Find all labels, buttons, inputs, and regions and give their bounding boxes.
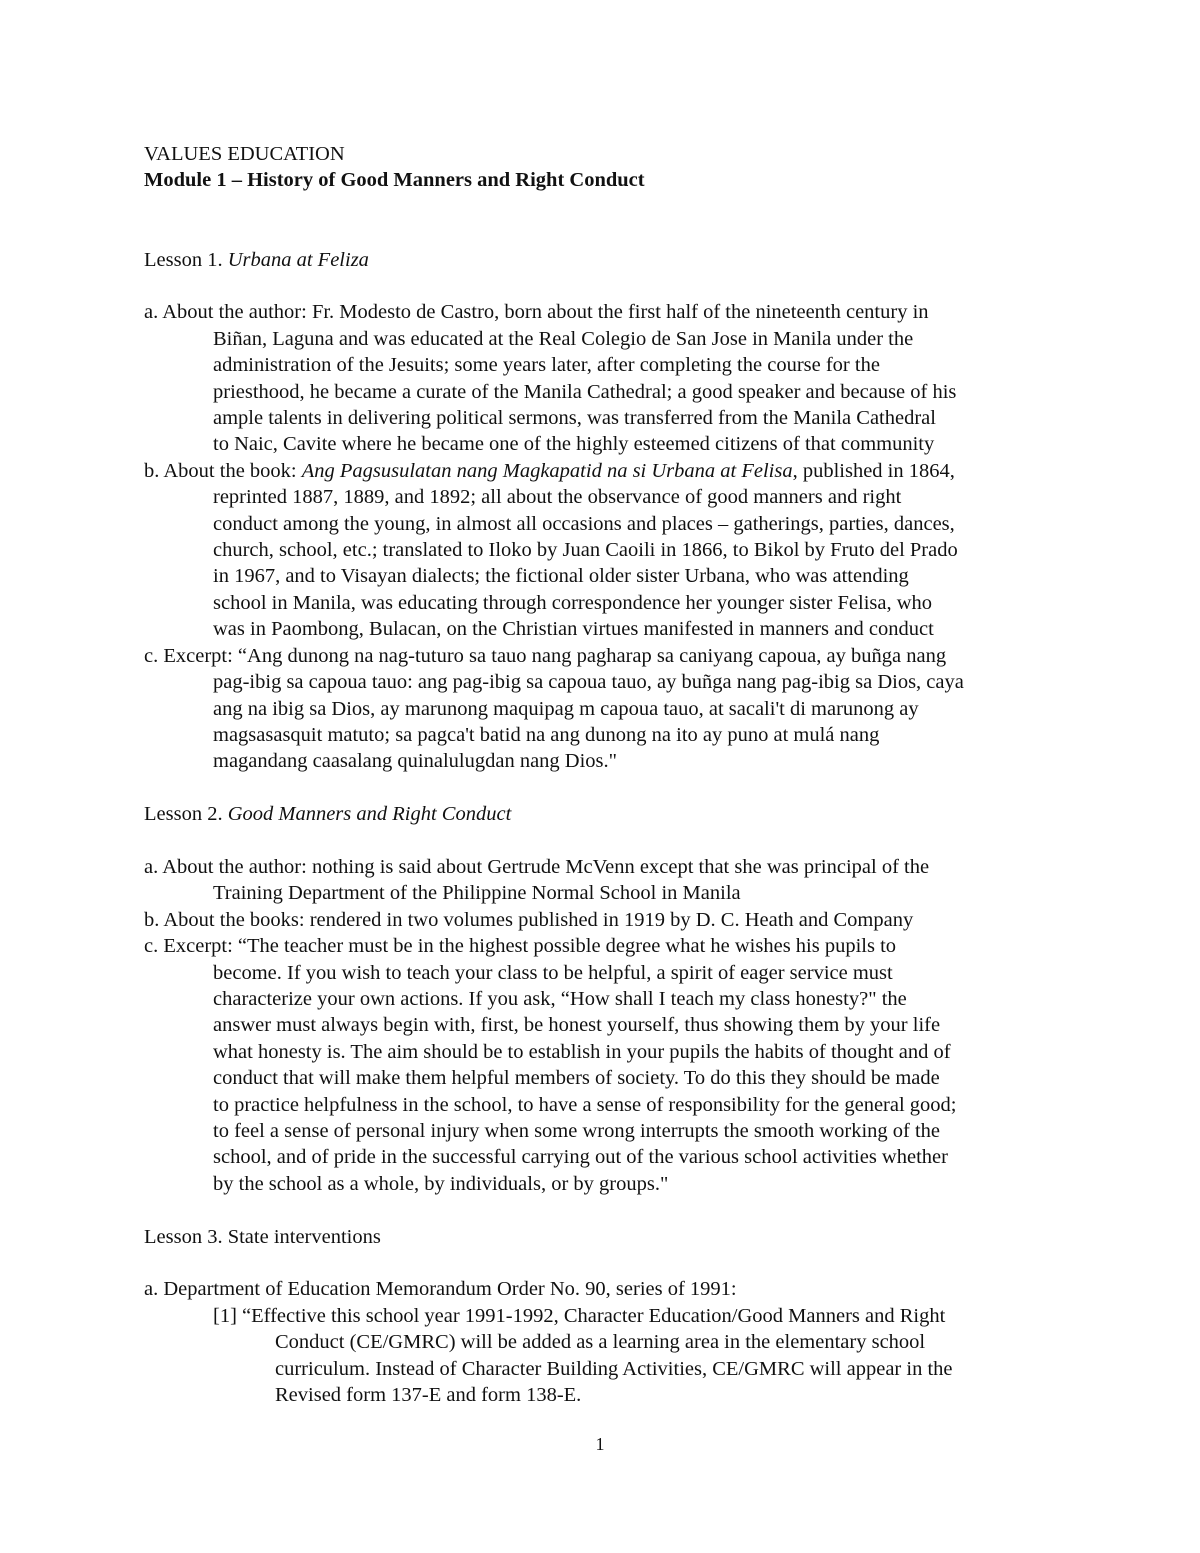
paragraph-line: by the school as a whole, by individuals, or by groups." — [213, 1172, 669, 1195]
paragraph-line: conduct among the young, in almost all occasions and places – gatherings, parties, dances, — [213, 512, 955, 535]
paragraph-line: c. Excerpt: “Ang dunong na nag-tuturo sa tauo nang pagharap sa caniyang capoua, ay buñga nang — [144, 644, 947, 667]
paragraph-line: Conduct (CE/GMRC) will be added as a learning area in the elementary school — [275, 1331, 926, 1354]
paragraph-line: curriculum. Instead of Character Building Activities, CE/GMRC will appear in the — [275, 1357, 953, 1380]
module-title: Module 1 – History of Good Manners and Right Conduct — [144, 169, 645, 192]
paragraph-line: characterize your own actions. If you ask, “How shall I teach my class honesty?" the — [213, 987, 907, 1010]
lesson-2-item-b — [144, 907, 1064, 933]
lesson-1-prefix: Lesson 1. — [144, 248, 228, 271]
lesson-1-item-c — [144, 643, 1064, 775]
paragraph-line: Biñan, Laguna and was educated at the Real Colegio de San Jose in Manila under the — [213, 327, 914, 350]
paragraph-line: was in Paombong, Bulacan, on the Christian virtues manifested in manners and conduct — [213, 618, 934, 641]
paragraph-line: school in Manila, was educating through correspondence her younger sister Felisa, who — [213, 591, 933, 614]
paragraph-line: Revised form 137-E and form 138-E. — [275, 1384, 582, 1406]
document-body — [144, 141, 1064, 1408]
paragraph-line: a. Department of Education Memorandum Order No. 90, series of 1991: — [144, 1278, 737, 1301]
lesson-3-item-a — [144, 1276, 1064, 1302]
paragraph-line: to feel a sense of personal injury when some wrong interrupts the smooth working of the — [213, 1119, 941, 1142]
lesson-2-heading — [144, 801, 1064, 827]
paragraph-line: to Naic, Cavite where he became one of the highly esteemed citizens of that community — [213, 433, 935, 456]
book-title: Ang Pagsusulatan nang Magkapatid na si Urbana at Felisa — [301, 459, 793, 482]
page-number: 1 — [595, 1434, 605, 1454]
subject-title: VALUES EDUCATION — [144, 143, 345, 165]
paragraph-line: a. About the author: Fr. Modesto de Castro, born about the first half of the nineteenth century in — [144, 301, 929, 324]
lesson-2-item-c — [144, 933, 1064, 1197]
paragraph-line: [1] “Effective this school year 1991-1992, Character Education/Good Manners and Right — [213, 1304, 946, 1327]
lesson-1-heading — [144, 247, 1064, 273]
item-b-label: b. About the book: — [144, 459, 302, 482]
paragraph-line: in 1967, and to Visayan dialects; the fictional older sister Urbana, who was attending — [213, 565, 909, 588]
lesson-1-title: Urbana at Feliza — [227, 248, 369, 271]
paragraph-line: become. If you wish to teach your class to be helpful, a spirit of eager service must — [213, 961, 893, 984]
paragraph-line: school, and of pride in the successful carrying out of the various school activities whether — [213, 1146, 948, 1169]
paragraph-line: to practice helpfulness in the school, to have a sense of responsibility for the general good; — [213, 1093, 957, 1116]
paragraph-line: priesthood, he became a curate of the Manila Cathedral; a good speaker and because of his — [213, 380, 957, 403]
paragraph-line: what honesty is. The aim should be to establish in your pupils the habits of thought and of — [213, 1040, 951, 1063]
paragraph-line: Training Department of the Philippine Normal School in Manila — [213, 882, 741, 905]
paragraph-line: c. Excerpt: “The teacher must be in the highest possible degree what he wishes his pupils to — [144, 935, 897, 958]
paragraph-line: reprinted 1887, 1889, and 1892; all about the observance of good manners and right — [213, 486, 902, 509]
paragraph-line: pag-ibig sa capoua tauo: ang pag-ibig sa capoua tauo, ay buñga nang pag-ibig sa Dios, caya — [213, 671, 964, 694]
paragraph-line: magandang caasalang quinalulugdan nang Dios." — [213, 750, 618, 773]
lesson-2-item-a — [144, 854, 1064, 907]
item-b-suffix: , published in 1864, — [792, 459, 955, 482]
paragraph-line: a. About the author: nothing is said about Gertrude McVenn except that she was principal of the — [144, 855, 930, 878]
paragraph-line: magsasasquit matuto; sa pagca't batid na ang dunong na ito ay puno at mulá nang — [213, 723, 880, 746]
lesson-3-subitem-1 — [144, 1303, 1064, 1409]
lesson-2-title: Good Manners and Right Conduct — [227, 803, 512, 826]
paragraph-line — [144, 458, 1064, 484]
lesson-1-item-a — [144, 299, 1064, 457]
lesson-3-heading: Lesson 3. State interventions — [144, 1225, 381, 1248]
paragraph-line: administration of the Jesuits; some years later, after completing the course for the — [213, 354, 880, 377]
lesson-1-item-b — [144, 458, 1064, 643]
paragraph-line: b. About the books: rendered in two volumes published in 1919 by D. C. Heath and Company — [144, 908, 914, 931]
paragraph-line: church, school, etc.; translated to Iloko by Juan Caoili in 1866, to Bikol by Fruto del Prado — [213, 539, 958, 562]
paragraph-line: ample talents in delivering political sermons, was transferred from the Manila Cathedral — [213, 407, 936, 430]
lesson-2-prefix: Lesson 2. — [144, 803, 228, 826]
paragraph-line: answer must always begin with, first, be honest yourself, thus showing them by your life — [213, 1014, 941, 1037]
paragraph-line: conduct that will make them helpful members of society. To do this they should be made — [213, 1067, 940, 1090]
paragraph-line: ang na ibig sa Dios, ay marunong maquipag m capoua tauo, at sacali't di marunong ay — [213, 697, 919, 720]
